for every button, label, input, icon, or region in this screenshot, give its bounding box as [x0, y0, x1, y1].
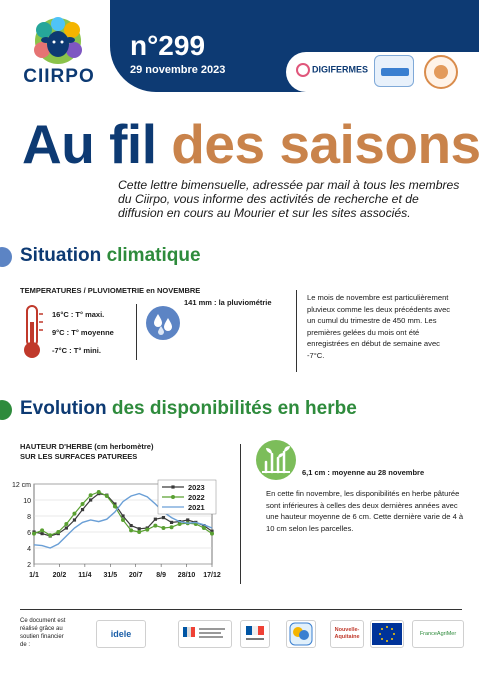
idele-logo: idele — [96, 620, 146, 648]
temp-max: 16°C : T° maxi. — [52, 310, 105, 319]
data-point-2022 — [153, 524, 157, 528]
divider — [136, 304, 137, 360]
data-point-2022 — [137, 530, 141, 534]
franceagrimer-logo: FranceAgriMer — [412, 620, 464, 648]
data-point-2022 — [97, 490, 101, 494]
data-point-2022 — [210, 532, 214, 536]
republic-icon — [243, 623, 267, 645]
data-point-2023 — [138, 527, 141, 530]
footer-text: Ce document est réalisé grâce au soutien financier de : — [20, 618, 66, 648]
climate-subtitle: TEMPERATURES / PLUVIOMETRIE en NOVEMBRE — [20, 286, 201, 295]
data-point-2022 — [89, 493, 93, 497]
logo-text: CIIRPO — [23, 66, 95, 87]
data-point-2022 — [129, 528, 133, 532]
nouvelle-aquitaine-logo: Nouvelle-Aquitaine — [330, 620, 364, 648]
y-tick-label: 10 — [23, 498, 31, 505]
issue-date: 29 novembre 2023 — [130, 64, 226, 76]
intro-text: Cette lettre bimensuelle, adressée par mail à tous les membres du Ciirpo, vous informe des activités de recherche et de diffusion en cours au Mourier et sur les sites associés. — [118, 178, 460, 220]
data-point-2023 — [154, 518, 157, 521]
data-point-2022 — [170, 525, 174, 529]
data-point-2022 — [178, 522, 182, 526]
eu-flag-icon — [372, 623, 402, 645]
data-point-2022 — [202, 526, 206, 530]
x-tick-label: 20/7 — [128, 572, 143, 579]
data-point-2023 — [89, 498, 92, 501]
partner-badge-orange-logo — [424, 55, 458, 89]
data-point-2022 — [81, 502, 85, 506]
grass-text: En cette fin novembre, les disponibilités en herbe pâturée sont inférieures à celles des deux dernières années avec une hauteur moyenne de 6 cm. Cette dernière varie de 4 à 10 cm selon les parcelles. — [266, 489, 464, 533]
data-point-2022 — [113, 504, 117, 508]
data-point-2022 — [32, 532, 36, 536]
data-point-2022 — [40, 528, 44, 532]
climate-text: Le mois de novembre est particulièrement pluvieux comme les deux précédents avec un cumul du trimestre de 450 mm. Les premières gelées du mois ont été enregistrées en début de semaine avec -7°C. — [307, 293, 451, 360]
ministry-logo — [178, 620, 232, 648]
x-tick-label: 1/1 — [29, 572, 39, 579]
section-heading-grass: Evolution des disponibilités en herbe — [0, 398, 357, 420]
legend-label-2022: 2022 — [188, 493, 205, 502]
x-tick-label: 17/12 — [203, 572, 221, 579]
grass-icon — [256, 440, 296, 480]
data-point-2022 — [64, 522, 68, 526]
rain-amount: 141 mm : la pluviométrie — [184, 298, 272, 307]
digifermes-logo: DIGIFERMES — [296, 63, 368, 77]
legend-label-2023: 2023 — [188, 483, 205, 492]
x-tick-label: 8/9 — [156, 572, 167, 579]
data-point-2023 — [186, 518, 189, 521]
republic-logo — [240, 620, 270, 648]
temp-avg: 9°C : T° moyenne — [52, 328, 114, 337]
x-tick-label: 28/10 — [177, 572, 196, 579]
grass-height-chart — [11, 476, 221, 586]
data-point-2023 — [65, 526, 68, 529]
y-tick-label: 12 cm — [11, 482, 31, 489]
eu-logo — [370, 620, 404, 648]
issue-number: n°299 — [130, 30, 206, 61]
x-tick-label: 20/2 — [52, 572, 67, 579]
data-point-2022 — [145, 528, 149, 532]
data-point-2022 — [72, 512, 76, 516]
centre-icon — [288, 621, 314, 647]
y-tick-label: 2 — [27, 562, 31, 569]
legend-marker-2022 — [171, 495, 175, 499]
x-tick-label: 11/4 — [78, 572, 92, 579]
data-point-2023 — [129, 524, 132, 527]
section-dot — [0, 400, 12, 420]
data-point-2022 — [56, 530, 60, 534]
thermometer-icon — [18, 304, 46, 360]
legend-marker-2023 — [171, 485, 174, 488]
data-point-2022 — [48, 533, 52, 537]
y-tick-label: 4 — [27, 546, 31, 553]
data-point-2023 — [170, 521, 173, 524]
temp-min: -7°C : T° mini. — [52, 346, 101, 355]
y-tick-label: 6 — [27, 530, 31, 537]
ministry-icon — [181, 623, 229, 645]
data-point-2023 — [73, 518, 76, 521]
chart-title: HAUTEUR D'HERBE (cm herbomètre) SUR LES SURFACES PATUREES — [20, 442, 154, 461]
divider — [240, 444, 241, 584]
partner-badge-blue-logo — [374, 55, 414, 87]
ciirpo-logo — [18, 14, 100, 92]
data-point-2023 — [162, 516, 165, 519]
legend-label-2021: 2021 — [188, 503, 205, 512]
section-heading-climate: Situation climatique — [0, 245, 201, 267]
data-point-2023 — [81, 508, 84, 511]
section-dot — [0, 247, 12, 267]
sheep-icon — [30, 16, 86, 66]
divider — [296, 290, 297, 372]
data-point-2022 — [161, 526, 165, 530]
x-tick-label: 31/5 — [103, 572, 118, 579]
centre-logo — [286, 620, 316, 648]
raindrops-icon — [146, 306, 180, 340]
grass-highlight: 6,1 cm : moyenne au 28 novembre — [302, 468, 425, 477]
footer-divider — [20, 609, 462, 610]
y-tick-label: 8 — [27, 514, 31, 521]
newsletter-title: Au fil des saisons — [22, 113, 481, 175]
digifermes-icon — [296, 63, 310, 77]
data-point-2022 — [105, 494, 109, 498]
data-point-2023 — [40, 532, 43, 535]
data-point-2022 — [121, 518, 125, 522]
